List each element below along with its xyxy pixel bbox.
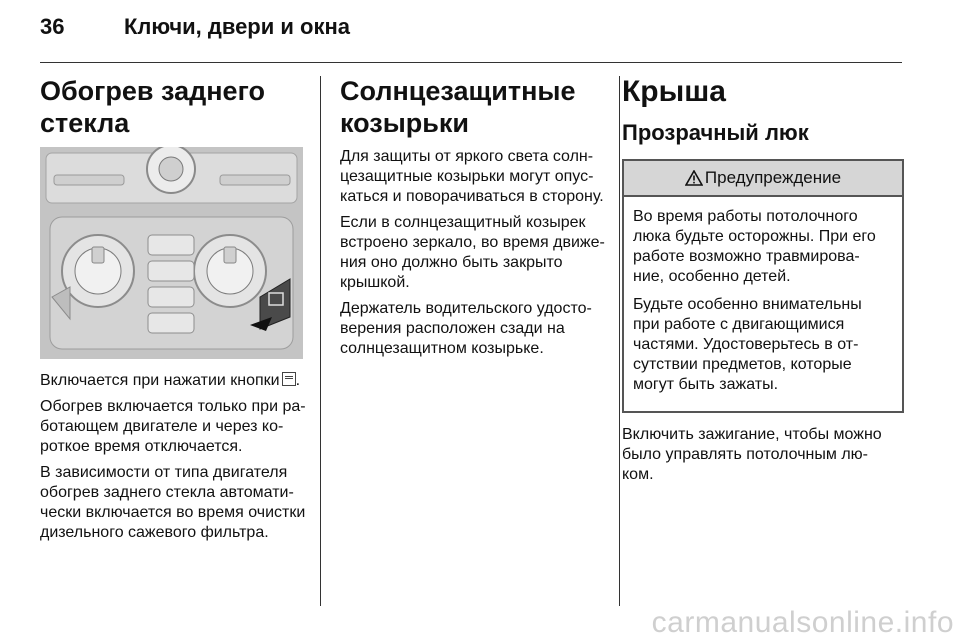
- heading-roof: Крыша: [622, 75, 726, 108]
- text-line: обогрев заднего стекла автомати-: [40, 484, 294, 501]
- paragraph-visor-mirror: [340, 213, 612, 293]
- text-line: встроено зеркало, во время движе-: [340, 234, 605, 251]
- column-roof: [622, 75, 904, 491]
- text-line: Во время работы потолочного: [633, 208, 858, 225]
- column-sun-visors: [340, 75, 612, 365]
- text-line: ние, особенно детей.: [633, 268, 791, 285]
- text-period: .: [295, 372, 301, 389]
- heading-sun-visors: [340, 75, 612, 139]
- paragraph-license-holder: [340, 299, 612, 359]
- text-line: В зависимости от типа двигателя: [40, 464, 288, 481]
- text-line: могут быть зажаты.: [633, 376, 779, 393]
- subheading-sunroof: Прозрачный люк: [622, 120, 809, 145]
- text-line: Включить зажигание, чтобы можно: [622, 426, 882, 443]
- control-panel-photo: [40, 147, 303, 359]
- text-line: Обогрев включается только при ра-: [40, 398, 306, 415]
- text-line: люка будьте осторожны. При его: [633, 228, 876, 245]
- section-title: Ключи, двери и окна: [124, 14, 350, 39]
- text-line: при работе с двигающимися: [633, 316, 845, 333]
- watermark: carmanualsonline.info: [651, 606, 954, 639]
- text-line: крышкой.: [340, 274, 410, 291]
- text-line: частями. Удостоверьтесь в от-: [633, 336, 859, 353]
- text-line: верения расположен сзади на: [340, 320, 565, 337]
- text-button-activation: Включается при нажатии кнопки: [40, 372, 280, 389]
- text-line: Если в солнцезащитный козырек: [340, 214, 586, 231]
- warning-title: Предупреждение: [704, 168, 842, 187]
- page-number: 36: [40, 14, 65, 39]
- heading-rear-window-heating: Обогрев заднего стекла: [40, 76, 265, 138]
- text-line: ния оно должно быть закрыто: [340, 254, 563, 271]
- text-line: солнцезащитном козырьке.: [340, 340, 544, 357]
- column-rear-window-heating: [40, 75, 312, 549]
- text-line: было управлять потолочным лю-: [622, 446, 868, 463]
- heading-line: Солнцезащитные: [340, 76, 576, 106]
- warning-paragraph-2: [633, 295, 893, 395]
- text-line: дизельного сажевого фильтра.: [40, 524, 269, 541]
- paragraph-button-activation: [40, 371, 312, 391]
- text-line: Будьте особенно внимательны: [633, 296, 862, 313]
- text-line: каться и поворачиваться в сторону.: [340, 188, 604, 205]
- text-line: роткое время отключается.: [40, 438, 243, 455]
- text-line: сутствии предметов, которые: [633, 356, 852, 373]
- text-line: работе возможно травмирова-: [633, 248, 860, 265]
- paragraph-visor-usage: [340, 147, 612, 207]
- paragraph-diesel-filter: [40, 463, 312, 543]
- text-line: чески включается во время очистки: [40, 504, 306, 521]
- paragraph-ignition: [622, 425, 904, 485]
- warning-header: [624, 161, 902, 197]
- heading-line: козырьки: [340, 108, 469, 138]
- text-line: Для защиты от яркого света солн-: [340, 148, 594, 165]
- text-line: ботающем двигателе и через ко-: [40, 418, 284, 435]
- column-divider-1: [320, 76, 321, 606]
- warning-body: [624, 197, 902, 411]
- header-rule: [40, 62, 902, 63]
- warning-box: [622, 159, 904, 413]
- text-line: Держатель водительского удосто-: [340, 300, 592, 317]
- text-line: цезащитные козырьки могут опус-: [340, 168, 594, 185]
- paragraph-engine-running: [40, 397, 312, 457]
- warning-triangle-icon: [685, 170, 703, 186]
- column-divider-2: [619, 76, 620, 606]
- warning-paragraph-1: [633, 207, 893, 287]
- rear-window-heater-button-icon: [282, 372, 296, 386]
- text-line: ком.: [622, 466, 654, 483]
